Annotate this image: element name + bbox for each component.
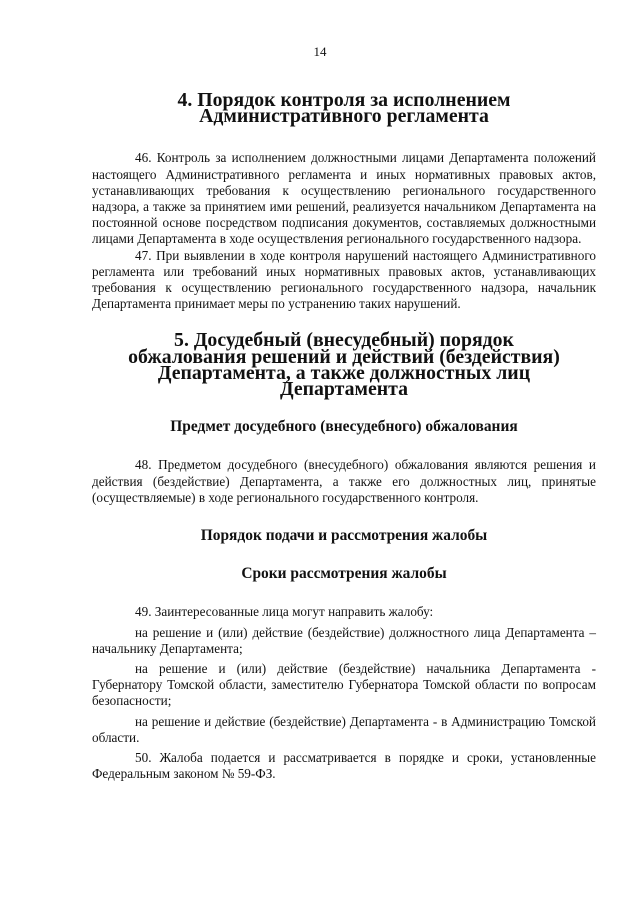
complaint-target-department: на решение и действие (бездействие) Департамента - в Администрацию Томской области. [92,713,596,745]
paragraph-48: 48. Предметом досудебного (внесудебного) обжалования являются решения и действия (бездействие) Департамента, а также его должностных лиц, принятые (осуществляемые) в ходе регионального государственного контроля. [92,457,596,505]
complaint-target-official: на решение и (или) действие (бездействие) должностного лица Департамента – начальнику Департамента; [92,624,596,656]
heading-line: Департамента, а также должностных лиц Департамента [157,361,531,401]
paragraph-49-intro: 49. Заинтересованные лица могут направить жалобу: [135,604,434,620]
complaint-target-head: на решение и (или) действие (бездействие) начальника Департамента - Губернатору Томской области, заместителю Губернатора Томской области по вопросам безопасности; [92,661,596,709]
heading-line: 4. Порядок контроля за исполнением [177,89,511,111]
document-body [92,89,596,783]
paragraph-47: 47. При выявлении в ходе контроля нарушений настоящего Административного регламента или требований иных нормативных правовых актов, устанавливающих требования к осуществлению регионального государственного надзора, начальник Департамента принимает меры по устранению таких нарушений. [92,247,596,312]
subheading-terms: Сроки рассмотрения жалобы [241,565,447,583]
section-4-heading [92,89,596,128]
subheading-procedure: Порядок подачи и рассмотрения жалобы [200,527,488,545]
section-5-heading [92,329,596,401]
paragraph-46: 46. Контроль за исполнением должностными лицами Департамента положений настоящего Административного регламента и иных нормативных правовых актов, устанавливающих требования к осуществлению регионального государственного надзора, а также за принятием ими решений, реализуется начальником Департамента на постоянной основе посредством подписания документов, составляемых должностными лицами Департамента в ходе осуществления регионального государственного надзора. [92,150,596,247]
heading-line: обжалования решений и действий (бездействия) [128,345,560,368]
subheading-subject: Предмет досудебного (внесудебного) обжалования [170,418,518,436]
page-number: 14 [313,44,327,59]
heading-line: 5. Досудебный (внесудебный) порядок [174,329,514,352]
heading-line: Административного регламента [199,105,489,128]
paragraph-50: 50. Жалоба подается и рассматривается в порядке и сроки, установленные Федеральным законом № 59-ФЗ. [92,750,596,782]
